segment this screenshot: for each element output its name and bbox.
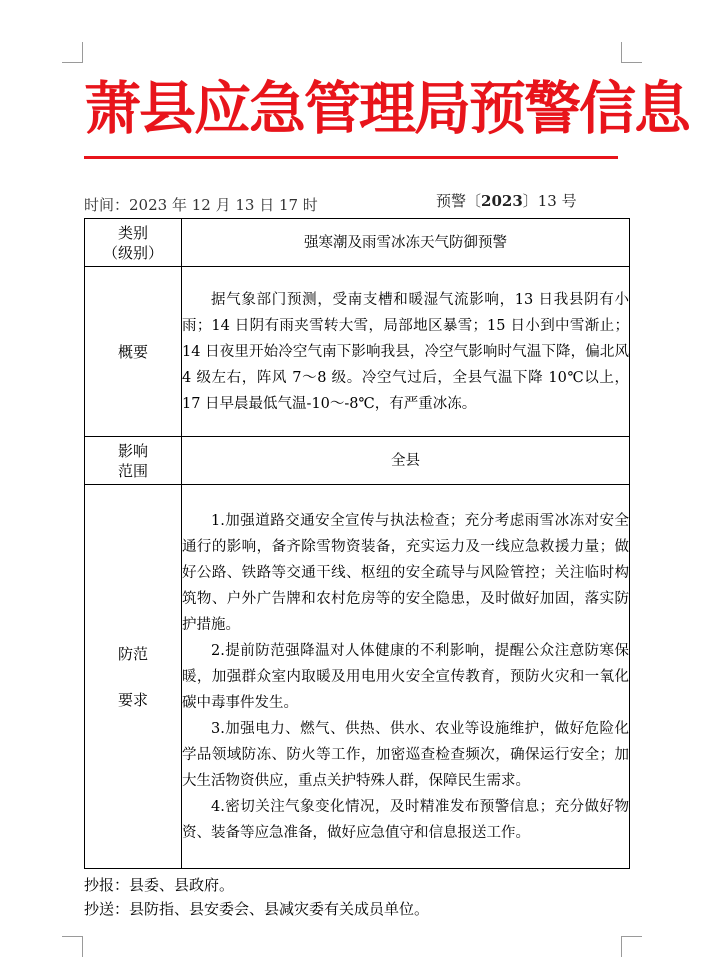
label-spacer xyxy=(85,664,181,690)
crop-mark-bottom-right xyxy=(621,936,642,957)
row-requirements xyxy=(85,485,630,869)
issue-time: 时间：2023 年 12 月 13 日 17 时 xyxy=(84,196,318,214)
summary-text: 据气象部门预测，受南支槽和暖湿气流影响，13 日我县阴有小雨；14 日阴有雨夹雪转大雪，局部地区暴雪；15 日小到中雪渐止；14 日夜里开始冷空气南下影响我县，冷空气影响时气温下降，偏北风 4 级左右，阵风 7～8 级。冷空气过后，全县气温下降 10℃以上，17 日早晨最低气温-10～-8℃，有严重冰冻。 xyxy=(182,291,629,412)
requirement-item-4: 4.密切关注气象变化情况，及时精准发布预警信息；充分做好物资、装备等应急准备，做好应急值守和信息报送工作。 xyxy=(182,798,629,841)
category-label-line2: （级别） xyxy=(102,243,163,262)
requirements-label-line1: 防范 xyxy=(117,644,148,663)
cc-report-line: 抄报：县委、县政府。 xyxy=(84,876,235,894)
summary-value xyxy=(182,267,630,437)
requirement-item-1: 1.加强道路交通安全宣传与执法检查；充分考虑雨雪冰冻对安全通行的影响，备齐除雪物资装备，充实运力及一线应急救援力量；做好公路、铁路等交通干线、枢纽的安全疏导与风险管控；关注临时构筑物、户外广告牌和农村危房等的安全隐患，及时做好加固，落实防护措施。 xyxy=(182,512,629,633)
cc-send-line: 抄送：县防指、县安委会、县减灾委有关成员单位。 xyxy=(84,900,430,918)
scope-value: 全县 xyxy=(182,437,630,485)
warning-number-suffix: 〕13 号 xyxy=(522,192,577,210)
crop-mark-bottom-left xyxy=(62,936,83,957)
category-value: 强寒潮及雨雪冰冻天气防御预警 xyxy=(182,219,630,267)
row-summary xyxy=(85,267,630,437)
scope-label xyxy=(85,437,182,485)
warning-number-prefix: 预警〔 xyxy=(436,192,482,210)
scope-label-line2: 范围 xyxy=(117,461,148,480)
requirements-value xyxy=(182,485,630,869)
warning-number-year: 2023 xyxy=(481,192,523,210)
requirements-label xyxy=(85,485,182,869)
warning-number xyxy=(436,190,577,211)
requirements-label-line2: 要求 xyxy=(117,690,148,709)
summary-label: 概要 xyxy=(85,267,182,437)
title-divider xyxy=(84,156,618,159)
row-category xyxy=(85,219,630,267)
requirement-item-3: 3.加强电力、燃气、供热、供水、农业等设施维护，做好危险化学品领域防冻、防火等工作，加密巡查检查频次，确保运行安全；加大生活物资供应，重点关护特殊人群，保障民生需求。 xyxy=(182,720,629,789)
warning-table xyxy=(84,218,630,869)
category-label-line1: 类别 xyxy=(117,223,148,242)
crop-mark-top-left xyxy=(62,42,83,63)
category-label xyxy=(85,219,182,267)
scope-label-line1: 影响 xyxy=(117,441,148,460)
document-title: 萧县应急管理局预警信息 xyxy=(84,75,689,142)
crop-mark-top-right xyxy=(621,42,642,63)
requirement-item-2: 2.提前防范强降温对人体健康的不利影响，提醒公众注意防寒保暖，加强群众室内取暖及用电用火安全宣传教育，预防火灾和一氧化碳中毒事件发生。 xyxy=(182,642,629,711)
row-scope xyxy=(85,437,630,485)
